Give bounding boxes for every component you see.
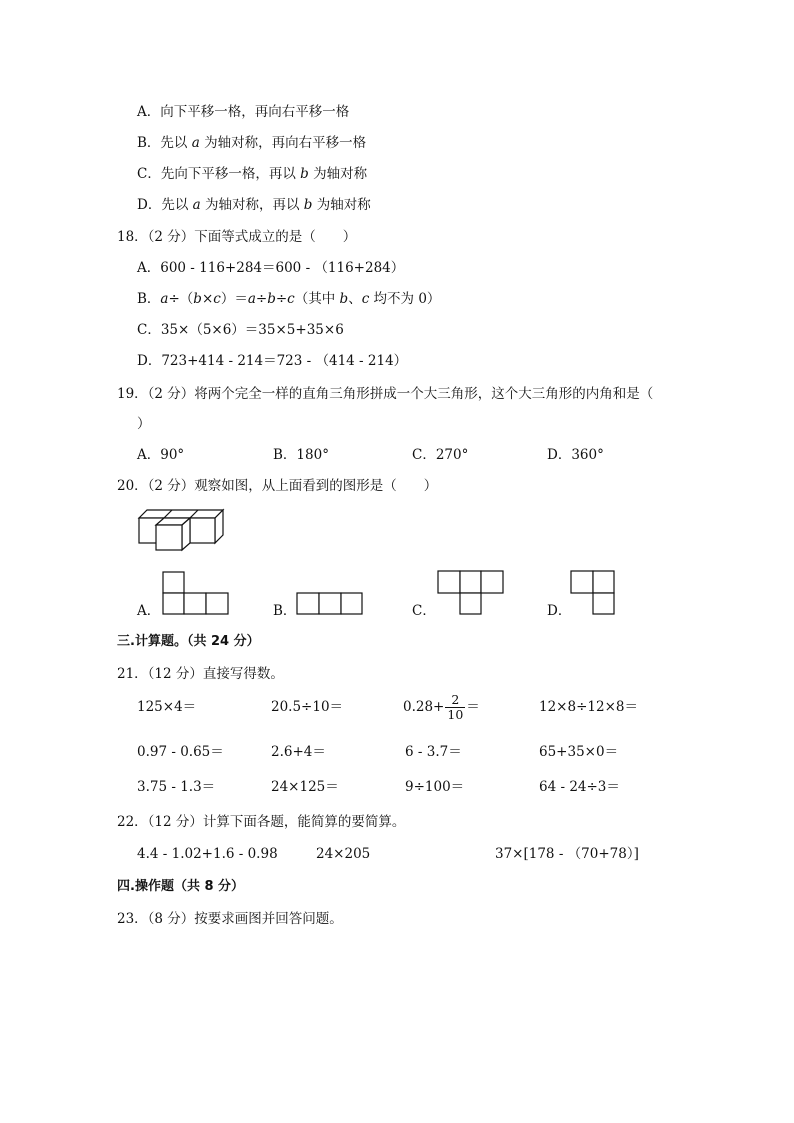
q21-item: 2.6+4＝ (271, 744, 326, 760)
q18-option-b: B．a÷（b×c）＝a÷b÷c（其中 b、c 均不为 0） (137, 291, 441, 307)
q20-option-b-label: B． (273, 603, 297, 619)
q18-option-d: D．723+414 - 214＝723 - （414 - 214） (137, 353, 408, 369)
q21-item-fraction: 0.28+ $\frac{2}{10}$ ＝ (403, 692, 480, 722)
q20-option-d-figure (570, 570, 616, 615)
q21-item: 9÷100＝ (405, 779, 465, 795)
q22-expression: 37×[178 - （70+78）] (495, 846, 639, 862)
q18-stem: 18．（2 分）下面等式成立的是（ ） (117, 229, 357, 245)
cubes-figure (137, 508, 227, 554)
q22-stem: 22．（12 分）计算下面各题，能简算的要简算。 (117, 814, 406, 830)
q21-item: 24×125＝ (271, 779, 339, 795)
q17-option-b: B．先以 a 为轴对称，再向右平移一格 (137, 135, 367, 151)
q17-option-d: D．先以 a 为轴对称，再以 b 为轴对称 (137, 197, 371, 213)
q21-item: 12×8÷12×8＝ (539, 699, 638, 715)
q20-option-b-figure (296, 592, 364, 615)
section-4-title: 四.操作题（共 8 分） (117, 879, 245, 894)
q20-option-c-label: C． (412, 603, 436, 619)
q21-stem: 21．（12 分）直接写得数。 (117, 666, 284, 682)
q17-option-c: C．先向下平移一格，再以 b 为轴对称 (137, 166, 368, 182)
section-3-title: 三.计算题。（共 24 分） (117, 634, 260, 649)
q17-option-a: A．向下平移一格，再向右平移一格 (137, 104, 350, 120)
q19-stem: 19．（2 分）将两个完全一样的直角三角形拼成一个大三角形，这个大三角形的内角和是（ (117, 386, 654, 402)
q18-option-a: A．600 - 116+284＝600 - （116+284） (137, 260, 405, 276)
q20-option-a-label: A． (137, 603, 161, 619)
q18-option-c: C．35×（5×6）＝35×5+35×6 (137, 322, 344, 338)
q22-expression: 24×205 (316, 846, 371, 862)
q19-option-d: D．360° (547, 447, 604, 463)
q23-stem: 23．（8 分）按要求画图并回答问题。 (117, 911, 343, 927)
q20-option-a-figure (162, 571, 230, 615)
q22-expression: 4.4 - 1.02+1.6 - 0.98 (137, 846, 278, 862)
q21-item: 125×4＝ (137, 699, 197, 715)
q21-item: 64 - 24÷3＝ (539, 779, 620, 795)
q20-option-c-figure (437, 570, 505, 615)
q19-option-b: B．180° (273, 447, 329, 463)
q20-stem: 20．（2 分）观察如图，从上面看到的图形是（ ） (117, 478, 438, 494)
fraction: $\frac{2}{10}$ (447, 692, 464, 722)
q19-stem-end: ） (137, 416, 151, 432)
q19-option-c: C．270° (412, 447, 469, 463)
q21-item: 0.97 - 0.65＝ (137, 744, 224, 760)
q21-item: 65+35×0＝ (539, 744, 619, 760)
q21-item: 3.75 - 1.3＝ (137, 779, 216, 795)
q19-option-a: A．90° (137, 447, 185, 463)
q20-option-d-label: D． (547, 603, 572, 619)
q21-item: 20.5÷10＝ (271, 699, 344, 715)
q21-item: 6 - 3.7＝ (405, 744, 462, 760)
